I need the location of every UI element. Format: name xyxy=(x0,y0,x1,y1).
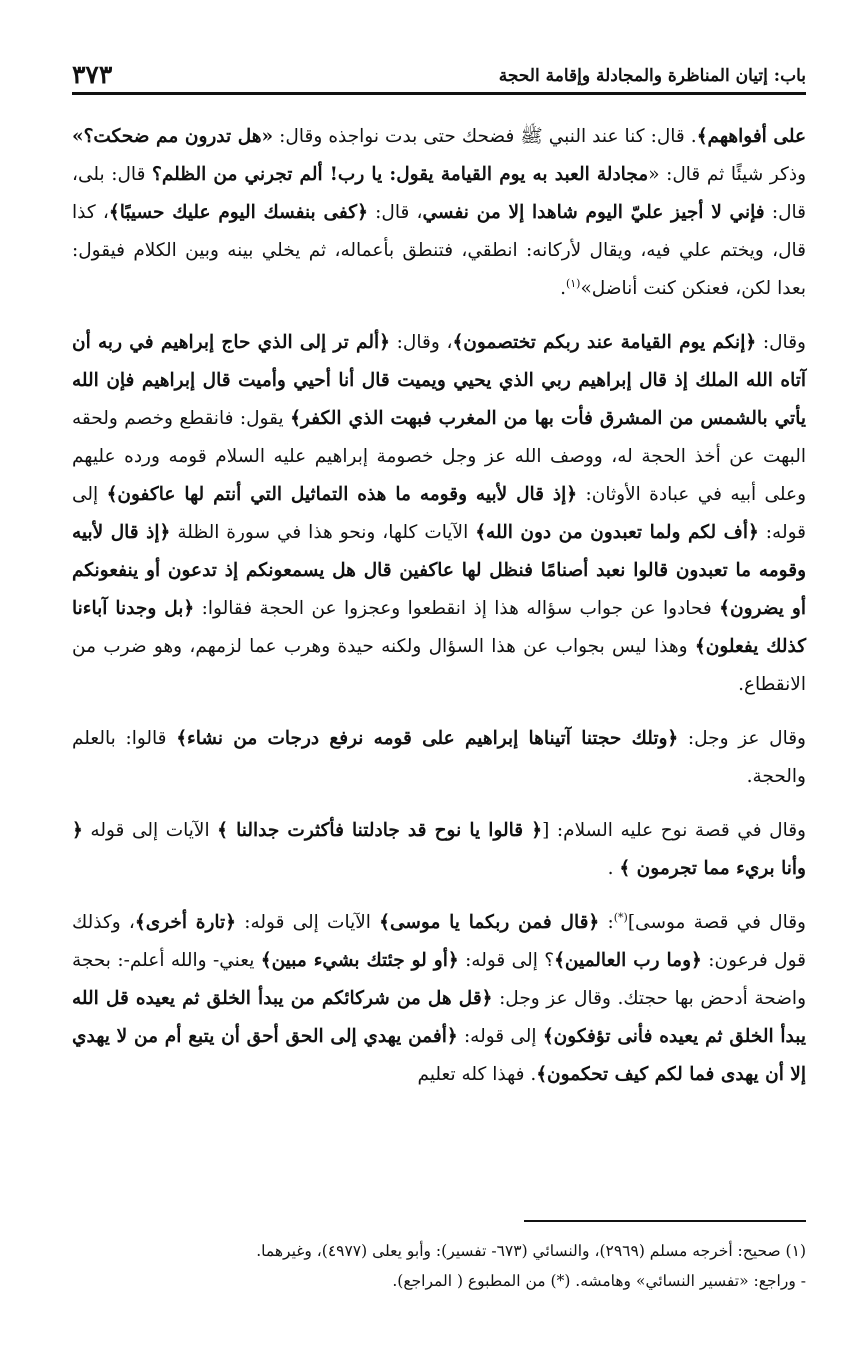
text-run: وقال في قصة موسى] xyxy=(627,912,806,933)
quoted-text: ﴿كفى بنفسك اليوم عليك حسيبًا﴾ xyxy=(108,202,368,223)
text-run: ، وقال: xyxy=(389,332,453,353)
paragraph xyxy=(72,324,806,704)
footnote-divider xyxy=(524,1220,806,1222)
footnote-marker: (١) xyxy=(565,276,581,290)
paragraph xyxy=(72,720,806,796)
text-run: وقال عز وجل: xyxy=(678,728,806,749)
quoted-text: ﴿قل هل من شركائكم من يبدأ الخلق ثم يعيده قل الله يبدأ الخلق ثم يعيده فأنى تؤفكون﴾ xyxy=(72,988,806,1047)
text-run: وهذا ليس بجواب عن هذا السؤال ولكنه حيدة وهرب عما لزمهم، وهو ضرب من الانقطاع. xyxy=(72,636,806,695)
quoted-text: ﴿إذ قال لأبيه وقومه ما تعبدون قالوا نعبد أصنامًا فنظل لها عاكفين قال هل يسمعونكم إذ تدعون أو ينفعونكم أو يضرون﴾ xyxy=(72,522,806,619)
text-run: : xyxy=(599,912,614,933)
paragraph xyxy=(72,904,806,1094)
text-run: يقول: فانقطع وخصم ولحقه البهت عن أخذ الحجة له، ووصف الله عز وجل خصومة إبراهيم عليه السلام قومه ورده عليهم وعلى أبيه في عبادة الأوثان: xyxy=(72,408,807,505)
quoted-text: ﴿ قالوا يا نوح قد جادلتنا فأكثرت جدالنا ﴾ xyxy=(217,820,543,841)
text-run: يعني- والله أعلم-: بحجة واضحة أدحض بها حجتك. وقال عز وجل: xyxy=(72,950,807,1009)
footnote-line: - وراجع: «تفسير النسائي» وهامشه. (*) من المطبوع ( المراجع). xyxy=(392,1272,806,1290)
quoted-text: ﴿أو لو جئتك بشيء مبين﴾ xyxy=(260,950,459,971)
text-run: قال: بلى، قال: xyxy=(72,164,806,223)
text-run: . xyxy=(607,858,620,879)
text-run: ، قال: xyxy=(367,202,423,223)
quoted-text: ﴿بل وجدنا آباءنا كذلك يفعلون﴾ xyxy=(72,598,806,657)
text-run: . فهذا كله تعليم xyxy=(417,1064,537,1085)
text-run: وقال: xyxy=(756,332,806,353)
text-run: قالوا: بالعلم والحجة. xyxy=(72,728,806,787)
page-header xyxy=(72,60,806,95)
quoted-text: ﴿وتلك حجتنا آتيناها إبراهيم على قومه نرفع درجات من نشاء﴾ xyxy=(176,728,679,749)
paragraph xyxy=(72,812,806,888)
chapter-title: باب: إتيان المناظرة والمجادلة وإقامة الحجة xyxy=(498,66,806,86)
text-run: . xyxy=(560,278,566,299)
quoted-text: ﴿تارة أخرى﴾ xyxy=(134,912,237,933)
quoted-text: ﴿وما رب العالمين﴾ xyxy=(554,950,702,971)
text-run: إلى قوله: xyxy=(72,484,806,543)
text-run: إلى قوله: xyxy=(457,1026,543,1047)
quoted-text: ﴿إذ قال لأبيه وقومه ما هذه التماثيل التي أنتم لها عاكفون﴾ xyxy=(106,484,578,505)
text-run: ، وكذلك قول فرعون: xyxy=(72,912,806,971)
quoted-text: ﴿قال فمن ربكما يا موسى﴾ xyxy=(379,912,600,933)
quoted-text: على أفواههم﴾ xyxy=(696,126,807,147)
footnote-line: (١) صحيح: أخرجه مسلم (٢٩٦٩)، والنسائي (٦٧٣- تفسير): وأبو يعلى (٤٩٧٧)، وغيرهما. xyxy=(256,1242,806,1260)
quoted-text: ﴿ وأنا بريء مما تجرمون ﴾ xyxy=(72,820,806,879)
text-run: وقال في قصة نوح عليه السلام: [ xyxy=(542,820,806,841)
quoted-text: «هل تدرون مم ضحكت؟» xyxy=(72,126,274,147)
text-run: الآيات إلى قوله: xyxy=(236,912,380,933)
quoted-text: ﴿إنكم يوم القيامة عند ربكم تختصمون﴾ xyxy=(452,332,757,353)
text-run: الآيات كلها، ونحو هذا في سورة الظلة xyxy=(170,522,476,543)
text-run: الآيات إلى قوله xyxy=(82,820,218,841)
quoted-text: ﴿ألم تر إلى الذي حاج إبراهيم في ربه أن آتاه الله الملك إذ قال إبراهيم ربي الذي يحيي ويميت قال أنا أحيي وأميت قال إبراهيم فإن الله يأتي بالشمس من المشرق فأت بها من المغرب فبهت الذي الكفر﴾ xyxy=(72,332,806,429)
paragraph xyxy=(72,118,806,308)
page-number: ٣٧٣ xyxy=(72,60,113,89)
text-run: فحادوا عن جواب سؤاله هذا إذ انقطعوا وعجزوا عن الحجة فقالوا: xyxy=(194,598,720,619)
footnotes xyxy=(72,1236,806,1296)
quoted-text: مجادلة العبد به يوم القيامة يقول: يا رب! ألم تجرني من الظلم؟ xyxy=(152,164,649,185)
text-run: وذكر شيئًا ثم قال: « xyxy=(648,164,806,185)
quoted-text: ﴿أفمن يهدي إلى الحق أحق أن يتبع أم من لا يهدي إلا أن يهدى فما لكم كيف تحكمون﴾ xyxy=(72,1026,806,1085)
quoted-text: ﴿أف لكم ولما تعبدون من دون الله﴾ xyxy=(475,522,759,543)
quoted-text: فإني لا أجيز عليّ اليوم شاهدا إلا من نفسي xyxy=(422,202,765,223)
text-run: . قال: كنا عند النبي ﷺ فضحك حتى بدت نواجذه وقال: xyxy=(273,126,697,147)
footnote-marker: (*) xyxy=(613,910,628,924)
text-run: ، كذا قال، ويختم علي فيه، ويقال لأركانه: انطقي، فتنطق بأعماله، ثم يخلي بينه وبين الكلام فيقول: بعدا لكن، فعنكن كنت أناضل» xyxy=(72,202,806,299)
main-text xyxy=(72,118,806,1094)
text-run: ؟ إلى قوله: xyxy=(458,950,555,971)
